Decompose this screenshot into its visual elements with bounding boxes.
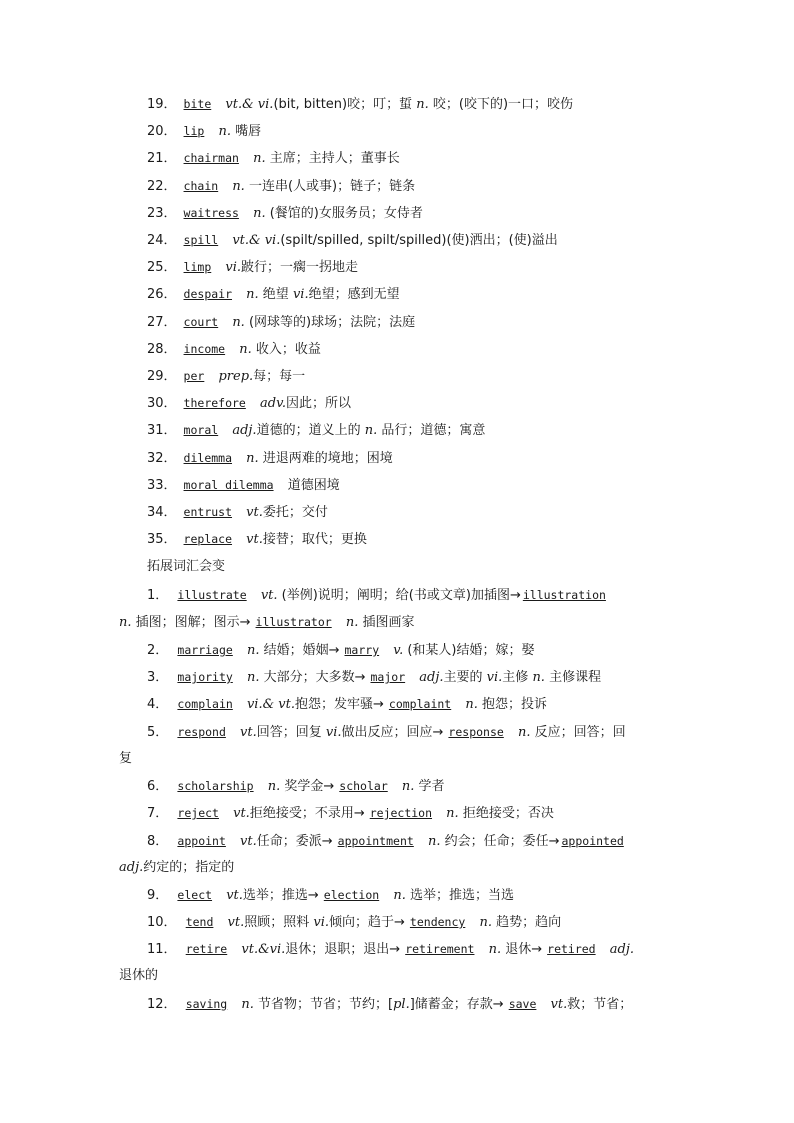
ext-item-5: [147, 724, 687, 741]
vocab-item: [147, 96, 687, 113]
answer-blank: election: [323, 888, 380, 902]
part-of-speech: n.: [119, 615, 132, 630]
answer-blank: illustrator: [255, 615, 332, 629]
part-of-speech: vt.: [233, 806, 250, 821]
part-of-speech: vt.& vi.: [232, 233, 281, 248]
vocab-item: [147, 531, 687, 548]
definition: 主修: [502, 670, 533, 685]
definition: 退休的: [119, 968, 159, 983]
item-number: 22．: [147, 179, 177, 194]
part-of-speech: n.: [532, 670, 545, 685]
vocab-item: [147, 205, 687, 222]
definition: 抱怨；发牢骚→: [295, 697, 384, 712]
part-of-speech: vi.: [486, 670, 503, 685]
answer-blank: tendency: [409, 915, 466, 929]
definition: 退休→: [501, 942, 543, 957]
part-of-speech: vt.: [550, 997, 568, 1012]
definition: 绝望；感到无望: [308, 287, 400, 302]
answer-blank: waitress: [183, 206, 239, 220]
part-of-speech: n.: [488, 942, 502, 957]
part-of-speech: adj.: [232, 423, 257, 438]
vocab-item: [147, 150, 687, 167]
ext-item-2: [147, 642, 687, 659]
ext-item-11: [147, 941, 687, 958]
answer-blank: lip: [183, 124, 205, 138]
ext-item-11-cont: [119, 968, 659, 984]
part-of-speech: vt.&vi.: [241, 942, 286, 957]
answer-blank: elect: [177, 888, 213, 902]
definition: 节省物；节省；节约；[: [253, 997, 394, 1012]
definition: 倾向；趋于→: [329, 915, 405, 930]
definition: 嘴唇: [230, 124, 262, 139]
item-number: 28．: [147, 342, 177, 357]
ext-item-1-cont: [119, 614, 659, 631]
part-of-speech: n.: [364, 423, 378, 438]
answer-blank: major: [370, 670, 406, 684]
answer-blank: moral: [183, 423, 219, 437]
definition: (餐馆的)女服务员；女侍者: [265, 206, 423, 221]
part-of-speech: vt.: [246, 532, 263, 547]
definition: 插图；图解；图示→: [131, 615, 251, 630]
definition: 拒绝接受；否决: [458, 806, 554, 821]
answer-blank: scholarship: [177, 779, 254, 793]
answer-blank: chairman: [183, 151, 239, 165]
part-of-speech: n.: [239, 342, 252, 357]
item-number: 12．: [147, 997, 177, 1012]
definition: 委托；交付: [262, 505, 328, 520]
part-of-speech: vt.& vi.: [225, 97, 274, 112]
definition: 绝望: [258, 287, 293, 302]
part-of-speech: vi.: [313, 915, 330, 930]
item-number: 24．: [147, 233, 177, 248]
definition: 一连串(人或事)；链子；链条: [244, 179, 416, 194]
vocab-item: [147, 232, 687, 249]
part-of-speech: n.: [246, 451, 259, 466]
definition: 退休；退职；退出→: [285, 942, 401, 957]
answer-blank: bite: [183, 97, 212, 111]
part-of-speech: n.: [465, 697, 478, 712]
definition: 救；节省；: [567, 997, 633, 1012]
answer-blank: moral dilemma: [183, 478, 274, 492]
ext-item-8-cont: [119, 860, 659, 876]
vocab-item: [147, 314, 687, 331]
definition: ]储蓄金；存款→: [409, 997, 504, 1012]
part-of-speech: vt.: [240, 834, 257, 849]
definition: 因此；所以: [286, 396, 352, 411]
definition: 照顾；照料: [244, 915, 314, 930]
ext-item-5-cont: [119, 751, 659, 767]
definition: 回答；回复: [256, 725, 326, 740]
answer-blank: retirement: [405, 942, 475, 956]
item-number: 25．: [147, 260, 177, 275]
answer-blank: reject: [177, 806, 219, 820]
item-number: 35．: [147, 532, 177, 547]
part-of-speech: pl.: [393, 997, 410, 1012]
part-of-speech: n.: [517, 725, 531, 740]
item-number: 21．: [147, 151, 177, 166]
definition: 进退两难的境地；困境: [258, 451, 393, 466]
definition: 约会；任命；委任→: [440, 834, 560, 849]
part-of-speech: n.: [267, 779, 281, 794]
part-of-speech: vt.: [246, 505, 263, 520]
part-of-speech: vi.& vt.: [246, 697, 295, 712]
item-number: 11．: [147, 942, 177, 957]
definition: 道德的；道义上的: [256, 423, 365, 438]
vocab-item: [147, 395, 687, 412]
answer-blank: despair: [183, 287, 233, 301]
part-of-speech: n.: [218, 124, 231, 139]
item-number: 30．: [147, 396, 177, 411]
part-of-speech: vi.: [292, 287, 309, 302]
answer-blank: entrust: [183, 505, 233, 519]
ext-item-1: [147, 587, 687, 604]
answer-blank: appoint: [177, 834, 226, 848]
definition: (和某人)结婚；嫁；娶: [403, 643, 535, 658]
part-of-speech: n.: [401, 779, 415, 794]
definition: 任命；委派→: [256, 834, 333, 849]
definition: 主要的: [443, 670, 487, 685]
part-of-speech: n.: [241, 997, 254, 1012]
answer-blank: income: [183, 342, 226, 356]
ext-item-9: [147, 887, 687, 904]
definition: 趋势；趋向: [491, 915, 562, 930]
definition: 结婚；婚姻→: [259, 643, 340, 658]
vocab-item: [147, 178, 687, 195]
item-number: 26．: [147, 287, 177, 302]
answer-blank: tend: [185, 915, 214, 929]
part-of-speech: adj.: [119, 860, 144, 875]
answer-blank: respond: [177, 725, 226, 739]
part-of-speech: v.: [393, 643, 404, 658]
item-number: 3．: [147, 670, 169, 685]
answer-blank: retire: [185, 942, 228, 956]
definition: 选举；推选→: [242, 888, 319, 903]
definition: (spilt/spilled, spilt/spilled)(使)洒出；(使)溢出: [280, 233, 558, 248]
item-number: 19．: [147, 97, 177, 112]
definition: 学者: [414, 779, 445, 794]
vocab-item: [147, 504, 687, 521]
answer-blank: illustrate: [177, 588, 247, 602]
vocab-item: [147, 259, 687, 276]
definition: 选举；推选；当选: [405, 888, 514, 903]
ext-item-12: [147, 996, 687, 1013]
item-number: 32．: [147, 451, 177, 466]
part-of-speech: vt.: [227, 915, 245, 930]
answer-blank: complain: [177, 697, 233, 711]
answer-blank: court: [183, 315, 219, 329]
part-of-speech: prep.: [218, 369, 254, 384]
definition: 道德困境: [287, 478, 340, 493]
ext-item-7: [147, 805, 687, 822]
answer-blank: therefore: [183, 396, 246, 410]
part-of-speech: n.: [416, 97, 429, 112]
part-of-speech: vt.: [260, 588, 278, 603]
answer-blank: illustration: [522, 588, 606, 602]
answer-blank: limp: [183, 260, 212, 274]
part-of-speech: n.: [246, 670, 260, 685]
part-of-speech: n.: [232, 315, 245, 330]
definition: 咬；(咬下的)一口；咬伤: [428, 97, 574, 112]
vocab-item: [147, 286, 687, 303]
item-number: 6．: [147, 779, 169, 794]
part-of-speech: n.: [345, 615, 359, 630]
definition: 品行；道德；寓意: [377, 423, 486, 438]
item-number: 4．: [147, 697, 169, 712]
definition: 抱怨；投诉: [477, 697, 548, 712]
part-of-speech: n.: [446, 806, 459, 821]
definition: 跛行；一瘸一拐地走: [241, 260, 359, 275]
item-number: 29．: [147, 369, 177, 384]
part-of-speech: n.: [232, 179, 245, 194]
part-of-speech: n.: [253, 206, 266, 221]
answer-blank: per: [183, 369, 205, 383]
vocab-item: [147, 341, 687, 358]
item-number: 23．: [147, 206, 177, 221]
definition: 主席；主持人；董事长: [265, 151, 400, 166]
answer-blank: appointed: [561, 834, 624, 848]
answer-blank: save: [508, 997, 537, 1011]
item-number: 7．: [147, 806, 169, 821]
item-number: 31．: [147, 423, 177, 438]
ext-item-4: [147, 696, 687, 713]
definition: 拒绝接受；不录用→: [249, 806, 365, 821]
answer-blank: rejection: [369, 806, 433, 820]
item-number: 2．: [147, 643, 169, 658]
definition: 收入；收益: [251, 342, 321, 357]
part-of-speech: n.: [393, 888, 406, 903]
definition: 接替；取代；更换: [262, 532, 367, 547]
answer-blank: complaint: [388, 697, 452, 711]
part-of-speech: adj.: [419, 670, 444, 685]
answer-blank: saving: [185, 997, 228, 1011]
part-of-speech: n.: [253, 151, 266, 166]
definition: (bit, bitten)咬；叮；蜇: [273, 97, 417, 112]
definition: 反应；回答；回: [530, 725, 626, 740]
item-number: 1．: [147, 588, 169, 603]
ext-item-8: [147, 833, 687, 850]
part-of-speech: n.: [427, 834, 441, 849]
definition: 每；每一: [253, 369, 306, 384]
part-of-speech: vi.: [325, 725, 342, 740]
vocab-item: [147, 477, 687, 494]
part-of-speech: vt.: [226, 888, 243, 903]
definition: (网球等的)球场；法院；法庭: [244, 315, 416, 330]
answer-blank: response: [448, 725, 504, 739]
item-number: 20．: [147, 124, 177, 139]
answer-blank: majority: [177, 670, 233, 684]
ext-item-3: [147, 669, 687, 686]
answer-blank: marry: [344, 643, 380, 657]
item-number: 9．: [147, 888, 169, 903]
answer-blank: dilemma: [183, 451, 233, 465]
vocab-item: [147, 368, 687, 385]
part-of-speech: vt.: [240, 725, 257, 740]
part-of-speech: n.: [246, 287, 259, 302]
definition: 大部分；大多数→: [259, 670, 366, 685]
vocab-item: [147, 123, 687, 140]
definition: 复: [119, 751, 133, 766]
answer-blank: replace: [183, 532, 233, 546]
item-number: 5．: [147, 725, 169, 740]
item-number: 27．: [147, 315, 177, 330]
answer-blank: spill: [183, 233, 219, 247]
definition: 奖学金→: [280, 779, 335, 794]
item-number: 34．: [147, 505, 177, 520]
part-of-speech: n.: [246, 643, 260, 658]
vocab-item: [147, 450, 687, 467]
answer-blank: appointment: [337, 834, 414, 848]
part-of-speech: n.: [479, 915, 492, 930]
ext-item-10: [147, 914, 687, 931]
section-heading: 拓展词汇会变: [147, 559, 226, 574]
part-of-speech: adv.: [260, 396, 287, 411]
definition: 做出反应；回应→: [341, 725, 444, 740]
answer-blank: scholar: [339, 779, 388, 793]
ext-item-6: [147, 778, 687, 795]
item-number: 33．: [147, 478, 177, 493]
item-number: 10．: [147, 915, 177, 930]
part-of-speech: adj.: [609, 942, 634, 957]
definition: 插图画家: [358, 615, 415, 630]
answer-blank: retired: [547, 942, 596, 956]
answer-blank: marriage: [177, 643, 233, 657]
vocab-item: [147, 422, 687, 439]
definition: (举例)说明；阐明；给(书或文章)加插图→: [281, 588, 521, 603]
part-of-speech: vi.: [225, 260, 242, 275]
answer-blank: chain: [183, 179, 219, 193]
definition: 主修课程: [544, 670, 602, 685]
definition: 约定的；指定的: [143, 860, 235, 875]
item-number: 8．: [147, 834, 169, 849]
